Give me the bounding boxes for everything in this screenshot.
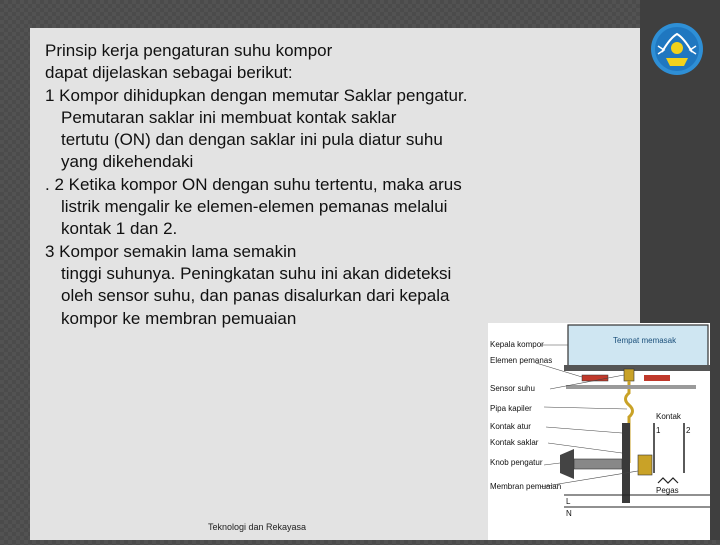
label-pegas: Pegas [656,486,679,495]
thermostat-diagram-svg [488,323,710,540]
text-line: tinggi suhunya. Peningkatan suhu ini akan dideteksi [61,263,452,283]
text-line: kompor ke membran pemuaian [61,308,297,328]
expansion-membrane [638,455,652,475]
text-line: kontak 1 dan 2. [61,219,178,239]
label-tempat-memasak: Tempat memasak [613,336,677,345]
text-line: 1 Kompor dihidupkan dengan memutar Saklar pengatur. [45,85,468,105]
thermostat-diagram [488,323,710,540]
spring [658,478,678,483]
adjust-contact [622,423,630,503]
label-sensor-suhu: Sensor suhu [490,384,535,393]
text-line: yang dikehendaki [61,152,194,172]
label-knob-pengatur: Knob pengatur [490,458,543,467]
body-text [45,40,605,330]
heater-element [644,375,670,381]
label-l: L [566,497,571,506]
label-kontak: Kontak [656,412,681,421]
text-line: 3 Kompor semakin lama semakin [45,241,297,261]
text-line: . 2 Ketika kompor ON dengan suhu tertentu, maka arus [45,174,462,194]
label-kontak-1: 1 [656,426,661,435]
label-kontak-atur: Kontak atur [490,422,531,431]
tut-wuri-handayani-logo [650,22,704,76]
footer-text: Teknologi dan Rekayasa [208,522,307,532]
text-line: dapat dijelaskan sebagai berikut: [45,63,293,83]
heater-element [582,375,608,381]
cooking-pot [568,325,708,367]
text-line: Pemutaran saklar ini membuat kontak saklar [61,107,397,127]
label-pipa-kapiler: Pipa kapiler [490,404,532,413]
text-line: tertutu (ON) dan dengan saklar ini pula diatur suhu [61,130,443,150]
label-kontak-saklar: Kontak saklar [490,438,539,447]
text-line: listrik mengalir ke elemen-elemen pemanas melalui [61,197,448,217]
stove-head [564,365,710,371]
label-kontak-2: 2 [686,426,691,435]
text-line: oleh sensor suhu, dan panas disalurkan dari kepala [61,286,450,306]
label-membran-pemuaian: Membran pemuaian [490,482,562,491]
label-elemen-pemanas: Elemen pemanas [490,356,553,365]
label-n: N [566,509,572,518]
label-kepala-kompor: Kepala kompor [490,340,544,349]
text-line: Prinsip kerja pengaturan suhu kompor [45,41,333,60]
temperature-sensor [624,369,634,381]
control-knob [560,449,574,479]
